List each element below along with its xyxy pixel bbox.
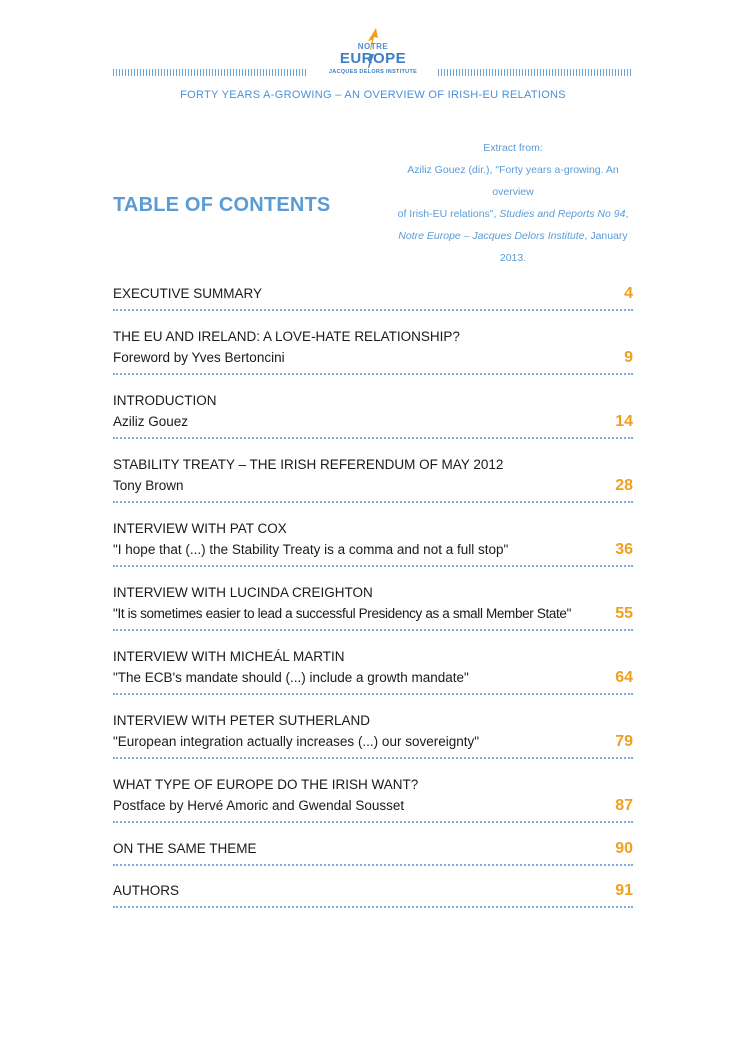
logo-europe: EUROPE <box>339 50 407 67</box>
notre-europe-logo <box>310 28 436 78</box>
toc-entry-subtitle: "The ECB's mandate should (...) include a growth mandate" <box>113 670 469 685</box>
toc-entry-title: INTRODUCTION <box>113 393 217 408</box>
extract-line-2: Aziliz Gouez (dir.), "Forty years a-growing. An overview <box>407 164 619 198</box>
toc-entry-title: STABILITY TREATY – THE IRISH REFERENDUM OF MAY 2012 <box>113 457 504 472</box>
extract-line-3-end: , <box>625 208 629 220</box>
toc-entry-love-hate[interactable] <box>113 326 633 375</box>
toc-entry-page: 4 <box>624 285 633 302</box>
toc-entry-executive-summary[interactable] <box>113 283 633 311</box>
toc-entry-subtitle: Aziliz Gouez <box>113 414 189 429</box>
toc-entry-lucinda-creighton[interactable] <box>113 582 633 631</box>
toc-entry-page: 14 <box>615 413 633 430</box>
extract-date: , January 2013. <box>499 230 628 264</box>
extract-line-1: Extract from: <box>483 142 543 154</box>
toc-entry-stability-treaty[interactable] <box>113 454 633 503</box>
toc-entry-page: 36 <box>615 541 633 558</box>
toc-entry-title: EXECUTIVE SUMMARY <box>113 286 263 301</box>
toc-entry-title: INTERVIEW WITH PETER SUTHERLAND <box>113 713 371 728</box>
toc-entry-title: INTERVIEW WITH MICHEÁL MARTIN <box>113 649 345 664</box>
toc-entry-page: 9 <box>624 349 633 366</box>
toc-entry-pat-cox[interactable] <box>113 518 633 567</box>
toc-entry-page: 79 <box>615 733 633 750</box>
toc-entry-subtitle: "European integration actually increases (...) our sovereignty" <box>113 734 480 749</box>
toc-entry-same-theme[interactable] <box>113 838 633 866</box>
toc-entry-subtitle: Postface by Hervé Amoric and Gwendal Sousset <box>113 798 405 813</box>
toc-entry-page: 28 <box>615 477 633 494</box>
toc-entry-page: 64 <box>615 669 633 686</box>
toc-entry-subtitle: "I hope that (...) the Stability Treaty is a comma and not a full stop" <box>113 542 509 557</box>
toc-entry-title: INTERVIEW WITH LUCINDA CREIGHTON <box>113 585 373 600</box>
running-title: FORTY YEARS A-GROWING – AN OVERVIEW OF IRISH-EU RELATIONS <box>180 89 566 101</box>
extract-line-4 <box>390 225 636 269</box>
extract-series-title: Studies and Reports No 94 <box>499 208 626 220</box>
header-band-right <box>438 69 633 76</box>
toc-entry-introduction[interactable] <box>113 390 633 439</box>
toc-title: TABLE OF CONTENTS <box>113 194 331 216</box>
extract-line-3-text: of Irish-EU relations", <box>397 208 500 220</box>
toc-entry-title: AUTHORS <box>113 883 180 898</box>
toc-entry-page: 87 <box>615 797 633 814</box>
toc-entry-subtitle: Foreword by Yves Bertoncini <box>113 350 285 365</box>
toc-entry-subtitle: Tony Brown <box>113 478 184 493</box>
toc-entry-title: INTERVIEW WITH PAT COX <box>113 521 287 536</box>
logo-notre: NOTRE <box>357 42 389 51</box>
toc-entry-micheal-martin[interactable] <box>113 646 633 695</box>
toc-entry-title: WHAT TYPE OF EUROPE DO THE IRISH WANT? <box>113 777 419 792</box>
toc-entry-page: 91 <box>615 882 633 899</box>
toc-entry-page: 90 <box>615 840 633 857</box>
toc-entry-authors[interactable] <box>113 880 633 908</box>
toc-entry-title: THE EU AND IRELAND: A LOVE-HATE RELATIONSHIP? <box>113 329 460 344</box>
extract-publisher: Notre Europe – Jacques Delors Institute <box>398 230 585 242</box>
extract-note <box>390 137 636 269</box>
toc-entry-page: 55 <box>615 605 633 622</box>
logo-jacques-delors-institute: JACQUES DELORS INSTITUTE <box>328 69 418 75</box>
toc-entry-irish-want[interactable] <box>113 774 633 823</box>
header-band-left <box>113 69 308 76</box>
toc-entry-subtitle: "It is sometimes easier to lead a successful Presidency as a small Member State" <box>113 606 572 621</box>
extract-line-3 <box>390 203 636 225</box>
toc-entry-title: ON THE SAME THEME <box>113 841 257 856</box>
toc-entry-peter-sutherland[interactable] <box>113 710 633 759</box>
